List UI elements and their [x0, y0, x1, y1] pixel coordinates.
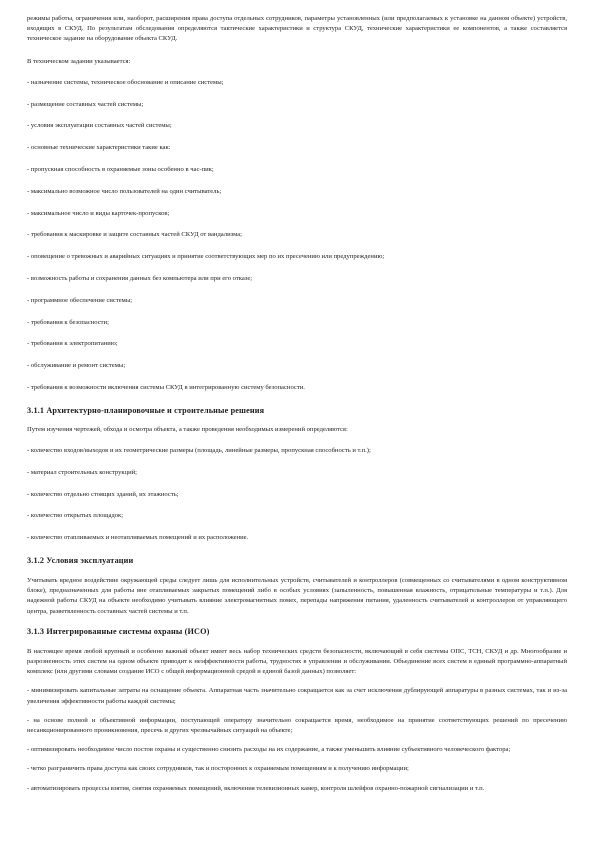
section-3-1-1-lead: Путем изучения чертежей, обхода и осмотра объекта, а также проведения необходимых измерений определяются: — [27, 425, 348, 433]
section-heading-3-1-3: 3.1.3 Интегрированные системы охраны (ИСО) — [27, 626, 210, 636]
list-item: - требования к электропитанию; — [27, 340, 118, 348]
section-3-1-3-body: В настоящее время любой крупный и особенно важный объект имеет весь набор технических средств безопасности, включающий в себя системы ОПС, ТСН, СКУД и др. Многообразие и разрозненность этих систем на одном объекте приводит к неэффективности работы, трудностях в управлении и обслуживании. Объединение всех систем в единый программно-аппаратный комплекс (или другими словами создание ИСО с общей информационной средой и единой базой данных) позволяет: — [27, 647, 567, 676]
tz-lead-text: В техническом задании указывается: — [27, 57, 131, 65]
list-item: - назначение системы, техническое обоснование и описание системы; — [27, 78, 224, 86]
list-item: - требования к маскировке и защите составных частей СКУД от вандализма; — [27, 231, 242, 239]
list-item: - оптимизировать необходимое число постов охраны и существенно снизить расходы на их содержание, а также уменьшить влияние субъективного человеческого фактора; — [27, 746, 511, 754]
list-item: - количество отдельно стоящих зданий, их этажность; — [27, 490, 179, 498]
list-item: - требования к возможности включения системы СКУД в интегрированную систему безопасности. — [27, 383, 305, 391]
list-item: - условия эксплуатации составных частей системы; — [27, 122, 172, 130]
section-3-1-1-list — [27, 446, 567, 543]
list-item: - количество входов/выходов и их геометрические размеры (площадь, линейные размеры, пропускная способность и т.п.); — [27, 446, 371, 454]
list-item: - возможность работы и сохранения данных без компьютера или при его отказе; — [27, 274, 253, 282]
document-page — [27, 14, 567, 803]
section-heading-3-1-1: 3.1.1 Архитектурно-планировочные и строительные решения — [27, 405, 265, 415]
list-item: - материал строительных конструкций; — [27, 468, 138, 476]
list-item: - количество отапливаемых и неотапливаемых помещений и их расположение. — [27, 534, 249, 542]
list-item: - размещение составных частей системы; — [27, 100, 144, 108]
list-item: - автоматизировать процессы взятия, снятия охраняемых помещений, включения телевизионных камер, контроля шлейфов охранно-пожарной сигнализации и т.п. — [27, 784, 485, 792]
intro-paragraph: режимы работы, ограничения или, наоборот, расширения права доступа отдельных сотрудников, параметры установленных (или предполагаемых к установке на данном объекте) устройств, входящих в СКУД. По результатам обследования определяются тактические характеристики и структура СКУД, технические характеристики ее компонентов, а также составляется техническое задание на оборудование объекта СКУД. — [27, 15, 567, 43]
list-item: - пропускная способность в охраняемые зоны особенно в час-пик; — [27, 166, 214, 173]
section-3-1-3-list — [27, 686, 567, 793]
list-item: - требования к безопасности; — [27, 318, 109, 326]
list-item: - обслуживание и ремонт системы; — [27, 362, 126, 370]
list-item: - оповещение о тревожных и аварийных ситуациях и принятие соответствующих мер по их пресечению или предупреждению; — [27, 253, 385, 261]
list-item: - минимизировать капитальные затраты на оснащение объекта. Аппаратная часть значительно сокращается как за счет исключения дублирующей аппаратуры в разных системах, так и из-за увеличения эффективности работы каждой системы; — [27, 687, 567, 705]
list-item: - четко разграничить права доступа как своих сотрудников, так и посторонних к охраняемым помещениям и к получению информации; — [27, 765, 409, 773]
list-item: - программное обеспечение системы; — [27, 296, 133, 304]
tz-requirements-list — [27, 78, 567, 393]
list-item: - количество открытых площадок; — [27, 512, 124, 520]
list-item: - основные технические характеристики такие как: — [27, 144, 171, 152]
list-item: - максимальное число и виды карточек-пропусков; — [27, 209, 170, 217]
list-item: - максимально возможное число пользователей на один считыватель; — [27, 187, 222, 195]
section-heading-3-1-2: 3.1.2 Условия эксплуатации — [27, 555, 134, 565]
list-item: - на основе полной и объективной информации, поступающей оператору значительно сокращается время, необходимое на принятие соответствующих решений по пресечению несанкционированного проникновения, пресечь и других чрезвычайных ситуаций на объекте; — [27, 716, 567, 734]
section-3-1-2-body: Учитывать вредное воздействие окружающей среды следует лишь для исполнительных устройств, считывателей и контроллеров (совмещенных со считывателями в одном конструктивном блоке), предназначенных для работы вне отапливаемых закрытых помещений либо в особых условиях (запыленность, повышенная влажность, отрицательные температуры и т.п.). Для надежной работы СКУД на объекте необходимо учитывать влияние электромагнитных помех, перепады напряжения питания, удаленность считывателей и контроллеров от управляющего центра, разветвленность составных частей системы и т.п. — [27, 576, 567, 615]
